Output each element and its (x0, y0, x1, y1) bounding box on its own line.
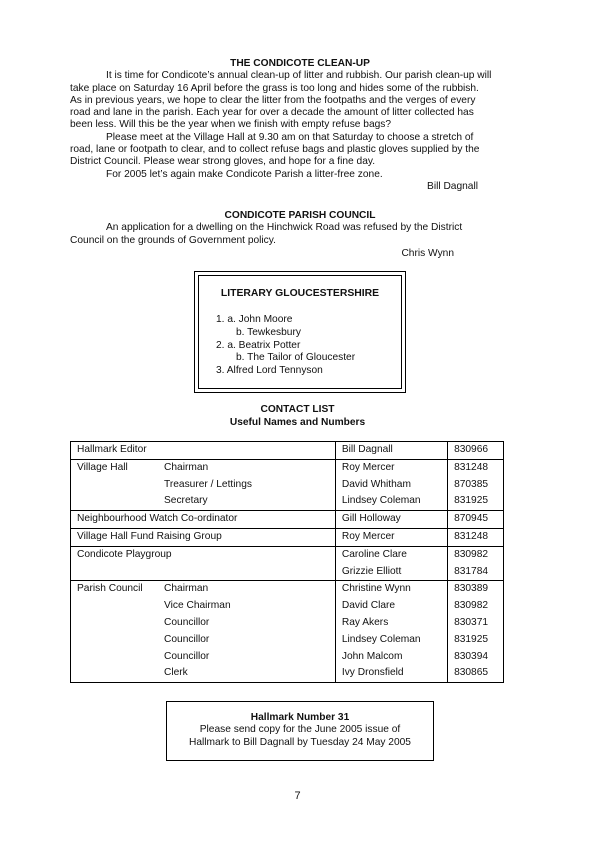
role-group: Hallmark Editor (77, 444, 147, 455)
role-group (77, 665, 164, 682)
literary-answer: 2. a. Beatrix Potter (216, 340, 301, 351)
contact-name: Lindsey Coleman (335, 632, 447, 649)
role-position: Chairman (164, 583, 209, 595)
contact-phone: 831784 (448, 564, 504, 581)
role-position: Clerk (164, 667, 188, 679)
contact-phone: 870945 (448, 511, 504, 529)
contact-name: Lindsey Coleman (335, 493, 447, 510)
role-position: Councillor (164, 616, 210, 628)
table-row (71, 564, 504, 581)
role-cell (71, 546, 336, 563)
role-group: Village Hall Fund Raising Group (77, 530, 222, 542)
role-group (77, 615, 164, 632)
contact-phone: 830982 (448, 546, 504, 563)
role-cell (71, 493, 336, 510)
table-row (71, 598, 504, 615)
cleanup-para1-line: been less. Will this be the year when we finish with empty refuse bags? (70, 119, 392, 131)
role-cell (71, 615, 336, 632)
role-group (77, 493, 164, 510)
council-title: CONDICOTE PARISH COUNCIL (224, 210, 376, 221)
role-position: Chairman (164, 461, 209, 473)
role-position: Secretary (164, 495, 208, 507)
role-wrap (77, 598, 329, 615)
hallmark-title: Hallmark Number 31 (250, 712, 350, 723)
council-article (70, 210, 530, 260)
page-number: 7 (294, 790, 301, 802)
contact-phone: 870385 (448, 477, 504, 494)
role-group (77, 598, 164, 615)
contact-subtitle: Useful Names and Numbers (229, 417, 366, 428)
contact-title: CONTACT LIST (260, 404, 335, 415)
role-wrap (77, 581, 329, 598)
council-signature: Chris Wynn (401, 247, 454, 259)
table-row (71, 459, 504, 476)
contact-phone: 831248 (448, 459, 504, 476)
contact-name: Gill Holloway (335, 511, 447, 529)
literary-answer: 1. a. John Moore (216, 314, 293, 325)
contact-phone: 831248 (448, 528, 504, 546)
cleanup-title: THE CONDICOTE CLEAN-UP (230, 58, 370, 69)
contact-name: Grizzie Elliott (335, 564, 447, 581)
role-cell (71, 649, 336, 666)
table-row (71, 581, 504, 598)
table-row (71, 632, 504, 649)
role-cell (71, 459, 336, 476)
contact-phone: 830371 (448, 615, 504, 632)
role-position: Councillor (164, 633, 210, 645)
role-cell (71, 442, 336, 460)
role-group (77, 632, 164, 649)
council-line: An application for a dwelling on the Hinchwick Road was refused by the District (106, 222, 463, 234)
role-wrap (77, 615, 329, 632)
contact-name: Roy Mercer (335, 528, 447, 546)
contact-table (70, 441, 504, 683)
contact-name: Christine Wynn (335, 581, 447, 598)
literary-title: LITERARY GLOUCESTERSHIRE (220, 288, 380, 299)
role-group (77, 477, 164, 494)
contact-name: John Malcom (335, 649, 447, 666)
literary-answer: b. The Tailor of Gloucester (236, 352, 356, 363)
table-row (71, 546, 504, 563)
cleanup-para1-first: It is time for Condicote’s annual clean-up of litter and rubbish. Our parish clean-up will (106, 70, 492, 82)
role-cell (71, 564, 336, 581)
literary-answer: b. Tewkesbury (236, 327, 301, 338)
contact-name: David Whitham (335, 477, 447, 494)
role-wrap (77, 529, 329, 546)
contact-phone: 831925 (448, 632, 504, 649)
role-cell (71, 598, 336, 615)
contact-name: Ray Akers (335, 615, 447, 632)
role-wrap (77, 511, 329, 528)
literary-box-inner-border (198, 275, 402, 389)
contact-phone: 831925 (448, 493, 504, 510)
cleanup-para1-line: As in previous years, we hope to clear the litter from the footpaths and the verges of every (70, 94, 476, 106)
contact-name: Roy Mercer (335, 459, 447, 476)
table-row (71, 528, 504, 546)
table-row (71, 665, 504, 682)
role-position: Treasurer / Lettings (164, 478, 252, 490)
literary-answer: 3. Alfred Lord Tennyson (216, 365, 323, 376)
role-group: Condicote Playgroup (77, 548, 172, 560)
contact-phone: 830865 (448, 665, 504, 682)
hallmark-box (166, 701, 434, 761)
role-cell (71, 665, 336, 682)
contact-phone: 830394 (448, 649, 504, 666)
council-line: Council on the grounds of Government policy. (70, 234, 276, 246)
role-cell (71, 477, 336, 494)
table-row (71, 442, 504, 460)
role-group: Neighbourhood Watch Co-ordinator (77, 513, 238, 525)
role-cell (71, 632, 336, 649)
cleanup-para2-first: Please meet at the Village Hall at 9.30 am on that Saturday to choose a stretch of (106, 131, 474, 143)
role-wrap (77, 493, 329, 510)
table-row (71, 649, 504, 666)
cleanup-para3: For 2005 let’s again make Condicote Parish a litter-free zone. (106, 168, 383, 180)
contact-phone: 830982 (448, 598, 504, 615)
role-cell (71, 511, 336, 529)
role-wrap (77, 460, 329, 477)
role-position: Councillor (164, 650, 210, 662)
cleanup-para1-line: take place on Saturday 16 April before the grass is too long and hides some of the rubbish. (70, 82, 479, 94)
role-wrap (77, 442, 329, 459)
contact-name: Ivy Dronsfield (335, 665, 447, 682)
contact-phone: 830966 (448, 442, 504, 460)
table-row (71, 477, 504, 494)
table-row (71, 493, 504, 510)
role-group (77, 649, 164, 666)
literary-box (194, 271, 406, 393)
role-wrap (77, 632, 329, 649)
cleanup-para2-line: road, lane or footpath to clear, and to collect refuse bags and plastic gloves supplied by the (70, 144, 480, 156)
cleanup-signature: Bill Dagnall (427, 180, 478, 192)
role-wrap (77, 649, 329, 666)
contact-name: David Clare (335, 598, 447, 615)
cleanup-article (70, 58, 530, 193)
role-group: Village Hall (77, 461, 128, 473)
role-wrap (77, 547, 329, 564)
role-group: Parish Council (77, 583, 143, 595)
cleanup-para2-line: District Council. Please wear strong gloves, and hope for a fine day. (70, 156, 376, 168)
table-row (71, 511, 504, 529)
role-cell (71, 528, 336, 546)
role-wrap (77, 477, 329, 494)
role-wrap (77, 665, 329, 682)
hallmark-line: Hallmark to Bill Dagnall by Tuesday 24 May 2005 (189, 736, 411, 748)
contact-name: Caroline Clare (335, 546, 447, 563)
cleanup-para1-line: road and lane in the parish. Each year for over a decade the amount of litter collected has (70, 107, 474, 119)
contact-name: Bill Dagnall (335, 442, 447, 460)
contact-phone: 830389 (448, 581, 504, 598)
role-position: Vice Chairman (164, 600, 231, 612)
hallmark-line: Please send copy for the June 2005 issue of (199, 724, 401, 736)
table-row (71, 615, 504, 632)
role-cell (71, 581, 336, 598)
